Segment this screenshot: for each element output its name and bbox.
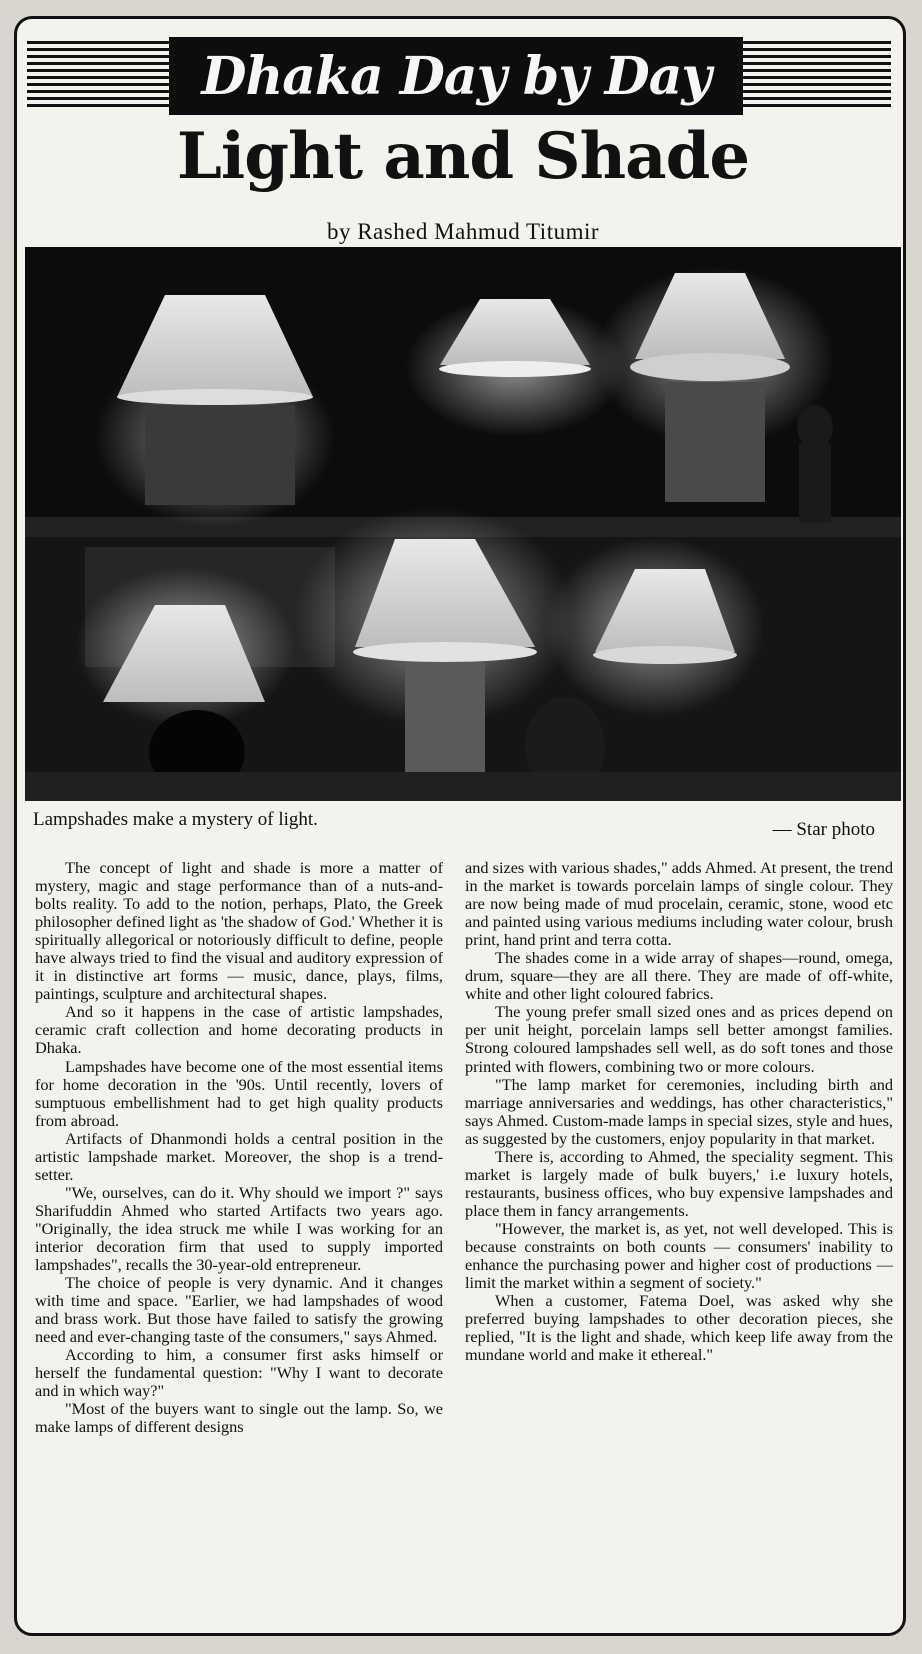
paragraph: "However, the market is, as yet, not well developed. This is because constraints on both counts — consumers' inability to enhance the purchasing power and higher cost of productions — limit the market within a segment of society." xyxy=(465,1218,893,1293)
article-headline: Light and Shade xyxy=(176,119,750,194)
photo-caption: Lampshades make a mystery of light. xyxy=(33,809,318,830)
paragraph: "Most of the buyers want to single out the lamp. So, we make lamps of different designs xyxy=(35,1399,443,1437)
article-byline: by Rashed Mahmud Titumir xyxy=(326,219,600,244)
article-column-2 xyxy=(465,859,893,1635)
article-column-1 xyxy=(35,859,443,1635)
paragraph: Artifacts of Dhanmondi holds a central position in the artistic lampshade market. Moreover, the shop is a trend-setter. xyxy=(35,1128,443,1184)
paragraph: Lampshades have become one of the most essential items for home decoration in the '90s. Until recently, lovers of sumptuous embellishment had to get high quality products from abroad. xyxy=(35,1056,443,1130)
header-rule-right xyxy=(735,41,891,111)
paragraph: The choice of people is very dynamic. And it changes with time and space. "Earlier, we had lampshades of wood and brass work. But those have failed to satisfy the growing need and ever-changing taste of the consumers," says Ahmed. xyxy=(35,1273,443,1347)
paragraph: When a customer, Fatema Doel, was asked why she preferred buying lampshades to other decoration pieces, she replied, "It is the light and shade, which keep life away from the mundane world and make it ethereal." xyxy=(465,1291,893,1365)
section-kicker: Dhaka Day by Day xyxy=(169,37,743,115)
paragraph: According to him, a consumer first asks himself or herself the fundamental question: "Why I want to decorate and in which way?" xyxy=(35,1345,443,1401)
newspaper-clipping xyxy=(14,16,906,1636)
paragraph: "The lamp market for ceremonies, including birth and marriage anniversaries and weddings, has other characteristics," says Ahmed. Custom-made lamps in special sizes, style and hues, as suggested by the customers, enjoy popularity in that market. xyxy=(465,1074,893,1148)
paragraph: and sizes with various shades," adds Ahmed. At present, the trend in the market is towards porcelain lamps of single colour. They are now being made of mud procelain, ceramic, stone, wood etc and painted using various mediums including water colour, brush print, hand print and terra cotta. xyxy=(465,859,893,950)
paragraph: The young prefer small sized ones and as prices depend on per unit height, porcelain lamps sell better amongst families. Strong coloured lampshades sell well, as do soft tones and those printed with flowers, combining two or more colours. xyxy=(465,1002,893,1076)
paragraph: The shades come in a wide array of shapes—round, omega, drum, square—they are all there. They are made of off-white, white and other light coloured fabrics. xyxy=(465,948,893,1004)
paragraph: And so it happens in the case of artistic lampshades, ceramic craft collection and home decorating products in Dhaka. xyxy=(35,1002,443,1058)
paragraph: There is, according to Ahmed, the speciality segment. This market is largely made of bulk buyers,' i.e luxury hotels, restaurants, business offices, who buy expensive lampshades and place them in fancy arrangements. xyxy=(465,1146,893,1220)
lampshade-photo xyxy=(25,247,901,801)
paragraph: The concept of light and shade is more a matter of mystery, magic and stage performance than of a nuts-and-bolts reality. To add to the notion, perhaps, Plato, the Greek philosopher defined light as 'the shadow of God.' Whether it is spiritually allegorical or notoriously difficult to define, people have always tried to find the visual and auditory expression of it in distinctive art forms — music, dance, plays, films, paintings, sculpture and architectural shapes. xyxy=(35,859,443,1004)
paragraph: "We, ourselves, can do it. Why should we import ?" says Sharifuddin Ahmed who started Artifacts two years ago. "Originally, the idea struck me while I was working for an interior decoration firm that used to supply imported lampshades", recalls the 30-year-old entrepreneur. xyxy=(35,1182,443,1275)
header-rule-left xyxy=(27,41,177,111)
photo-credit: — Star photo xyxy=(772,819,875,840)
